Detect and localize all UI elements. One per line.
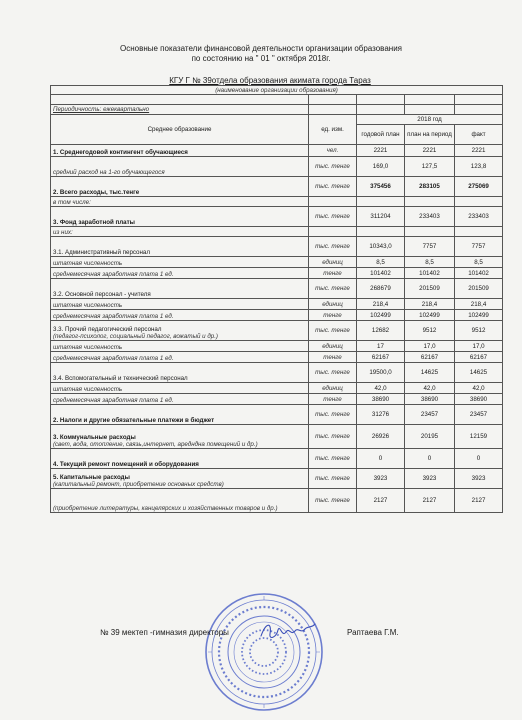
row-value-plan: 2221 [357, 145, 405, 157]
row-label: 3. Фонд заработной платы [51, 207, 309, 227]
official-seal [202, 590, 326, 714]
header-row-year [51, 115, 503, 125]
row-value-plan: 19500,0 [357, 363, 405, 383]
director-signature [258, 618, 318, 644]
row-value-period: 17,0 [405, 341, 455, 352]
table-row [51, 405, 503, 425]
col-header-main: Среднее образование [51, 115, 309, 145]
row-value-fact: 8,5 [455, 257, 503, 268]
row-label: 1. Среднегодовой контингент обучающиеся [51, 145, 309, 157]
row-label: штатная численность [51, 299, 309, 310]
row-value-period: 42,0 [405, 383, 455, 394]
row-unit: чел. [309, 145, 357, 157]
row-label: среднемесячная заработная плата 1 ед. [51, 394, 309, 405]
row-value-fact: 201509 [455, 279, 503, 299]
row-unit: тенге [309, 310, 357, 321]
row-label: среднемесячная заработная плата 1 ед. [51, 352, 309, 363]
row-value-period: 233403 [405, 207, 455, 227]
row-value-plan: 17 [357, 341, 405, 352]
row-value-plan: 101402 [357, 268, 405, 279]
table-row [51, 341, 503, 352]
row-value-fact: 38690 [455, 394, 503, 405]
table-row [51, 489, 503, 513]
col-header-period: план на период [405, 125, 455, 145]
row-value-fact: 17,0 [455, 341, 503, 352]
row-unit: единиц [309, 383, 357, 394]
row-value-period [405, 197, 455, 207]
row-unit: тыс. тенге [309, 469, 357, 489]
table-row [51, 145, 503, 157]
row-value-fact: 2127 [455, 489, 503, 513]
row-label: штатная численность [51, 383, 309, 394]
row-label: 3. Коммунальные расходы (свет, вода, отопление, связь,интернет, аредндна помещений и др.) [51, 425, 309, 449]
row-value-plan: 8,5 [357, 257, 405, 268]
row-unit: тенге [309, 394, 357, 405]
row-unit: тыс. тенге [309, 237, 357, 257]
row-label: 3.3. Прочий педагогический персонал (педагог-психолог, социальный педагог, вожатый и др.) [51, 321, 309, 341]
table-row [51, 177, 503, 197]
col-header-plan: годовой план [357, 125, 405, 145]
row-value-plan: 268679 [357, 279, 405, 299]
row-unit: тыс. тенге [309, 425, 357, 449]
row-unit: тенге [309, 268, 357, 279]
row-value-fact: 275069 [455, 177, 503, 197]
row-value-fact: 3923 [455, 469, 503, 489]
row-unit: тенге [309, 352, 357, 363]
row-value-plan: 375456 [357, 177, 405, 197]
table-row [51, 469, 503, 489]
row-unit: тыс. тенге [309, 489, 357, 513]
row-value-period: 38690 [405, 394, 455, 405]
table-row [51, 197, 503, 207]
row-value-plan: 26926 [357, 425, 405, 449]
row-value-plan: 31276 [357, 405, 405, 425]
row-value-fact: 101402 [455, 268, 503, 279]
table-row [51, 449, 503, 469]
row-value-fact [455, 227, 503, 237]
row-value-period: 127,5 [405, 157, 455, 177]
row-value-period: 8,5 [405, 257, 455, 268]
row-value-plan: 42,0 [357, 383, 405, 394]
report-title: Основные показатели финансовой деятельности организации образования [119, 44, 403, 53]
row-value-period: 14625 [405, 363, 455, 383]
row-unit: единиц [309, 299, 357, 310]
row-label: среднемесячная заработная плата 1 ед. [51, 310, 309, 321]
row-value-fact: 12159 [455, 425, 503, 449]
row-value-fact: 218,4 [455, 299, 503, 310]
row-value-fact: 9512 [455, 321, 503, 341]
row-unit: тыс. тенге [309, 321, 357, 341]
col-header-unit: ед. изм. [309, 115, 357, 145]
row-value-fact: 102499 [455, 310, 503, 321]
row-unit: тыс. тенге [309, 157, 357, 177]
row-label: в том числе: [51, 197, 309, 207]
row-label: из них: [51, 227, 309, 237]
row-value-plan: 12682 [357, 321, 405, 341]
row-value-period: 0 [405, 449, 455, 469]
row-value-plan: 0 [357, 449, 405, 469]
table-row [51, 321, 503, 341]
row-label: 4. Текущий ремонт помещений и оборудования [51, 449, 309, 469]
table-row [51, 279, 503, 299]
row-value-fact: 7757 [455, 237, 503, 257]
director-name: Раптаева Г.М. [347, 628, 399, 637]
report-date: по состоянию на " 01 " октября 2018г. [191, 54, 331, 63]
financial-indicators-table [50, 85, 503, 513]
row-unit: тыс. тенге [309, 405, 357, 425]
row-label: 2. Всего расходы, тыс.тенге [51, 177, 309, 197]
row-value-plan: 2127 [357, 489, 405, 513]
row-value-period: 20195 [405, 425, 455, 449]
row-unit: тыс. тенге [309, 207, 357, 227]
row-unit: единиц [309, 341, 357, 352]
row-value-period: 218,4 [405, 299, 455, 310]
row-value-fact: 0 [455, 449, 503, 469]
row-value-plan: 62167 [357, 352, 405, 363]
row-value-plan: 10343,0 [357, 237, 405, 257]
row-value-period [405, 227, 455, 237]
org-caption: (наименование организации образования) [51, 86, 503, 95]
col-header-year: 2018 год [357, 115, 503, 125]
row-value-plan: 218,4 [357, 299, 405, 310]
row-value-period: 2221 [405, 145, 455, 157]
row-value-period: 62167 [405, 352, 455, 363]
table-row [51, 394, 503, 405]
table-row [51, 207, 503, 227]
row-label: 3.2. Основной персонал - учителя [51, 279, 309, 299]
blank-row [51, 95, 503, 105]
row-value-plan: 311204 [357, 207, 405, 227]
row-value-period: 201509 [405, 279, 455, 299]
table-row [51, 227, 503, 237]
table-row [51, 268, 503, 279]
table-row [51, 425, 503, 449]
row-value-plan: 3923 [357, 469, 405, 489]
director-position: № 39 мектеп -гимназия директоры [100, 628, 229, 637]
row-label: штатная численность [51, 341, 309, 352]
table-row [51, 257, 503, 268]
row-value-period: 101402 [405, 268, 455, 279]
row-value-plan: 102499 [357, 310, 405, 321]
row-unit: тыс. тенге [309, 449, 357, 469]
row-value-plan [357, 227, 405, 237]
table-row [51, 363, 503, 383]
row-value-fact: 42,0 [455, 383, 503, 394]
row-value-fact: 2221 [455, 145, 503, 157]
row-value-plan: 38690 [357, 394, 405, 405]
table-row [51, 352, 503, 363]
row-value-fact: 123,8 [455, 157, 503, 177]
row-value-fact [455, 197, 503, 207]
row-value-period: 102499 [405, 310, 455, 321]
row-label: (приобретение литературы, канцелярских и хозяйственных товаров и др.) [51, 489, 309, 513]
row-label: 2. Налоги и другие обязательные платежи в бюджет [51, 405, 309, 425]
organization-name: КГУ Г № 39отдела образования акимата города Тараз [169, 76, 371, 85]
row-label: средний расход на 1-го обучающегося [51, 157, 309, 177]
row-value-period: 9512 [405, 321, 455, 341]
row-unit: единиц [309, 257, 357, 268]
row-label: среднемесячная заработная плата 1 ед. [51, 268, 309, 279]
row-unit: тыс. тенге [309, 363, 357, 383]
row-value-period: 3923 [405, 469, 455, 489]
row-label: штатная численность [51, 257, 309, 268]
row-value-fact: 233403 [455, 207, 503, 227]
row-unit: тыс. тенге [309, 177, 357, 197]
row-value-fact: 23457 [455, 405, 503, 425]
table-row [51, 299, 503, 310]
row-label: 3.1. Административный персонал [51, 237, 309, 257]
table-row [51, 157, 503, 177]
periodicity-label: Периодичность: ежеквартально [51, 105, 309, 115]
row-value-period: 23457 [405, 405, 455, 425]
row-value-fact: 62167 [455, 352, 503, 363]
table-row [51, 383, 503, 394]
row-value-fact: 14625 [455, 363, 503, 383]
row-label: 5. Капитальные расходы (капитальный ремонт, приобретение основных средств) [51, 469, 309, 489]
row-label: 3.4. Вспомогательный и технический персонал [51, 363, 309, 383]
row-value-period: 2127 [405, 489, 455, 513]
row-value-plan [357, 197, 405, 207]
periodicity-row [51, 105, 503, 115]
row-unit: тыс. тенге [309, 279, 357, 299]
row-value-period: 283105 [405, 177, 455, 197]
table-row [51, 310, 503, 321]
row-unit [309, 227, 357, 237]
row-unit [309, 197, 357, 207]
col-header-fact: факт [455, 125, 503, 145]
org-caption-row [51, 86, 503, 95]
table-row [51, 237, 503, 257]
row-value-period: 7757 [405, 237, 455, 257]
row-value-plan: 169,0 [357, 157, 405, 177]
